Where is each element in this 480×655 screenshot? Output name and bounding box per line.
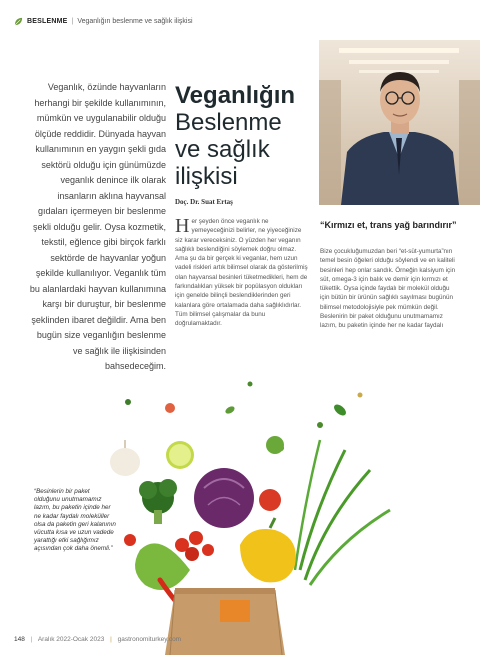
title-line-4: ilişkisi <box>175 163 238 190</box>
title-line-2: Beslenme <box>175 109 282 136</box>
body-column-right: Bize çocukluğumuzdan beri “et-süt-yumurta”nın temel besin öğeleri olduğu söylendi ve en kaliteli besinleri hep onlar sandık. Örneğin kalsiyum için süt, omega-3 için balık ve demir için kırmızı et tükettik. Oysa içinde faydalı bir molekül olduğu için bütün bir ürünün sağlıklı sayılması bugünün bilimsel metodolojisiyle pek mümkün değil. Beslenirin bir paket olduğunu unutmamamız lazım, bu paketin içinde her ne kadar faydalı <box>320 248 456 330</box>
issue-date: Aralık 2022-Ocak 2023 <box>37 636 105 643</box>
drop-cap: H <box>175 215 190 237</box>
body-column-middle <box>175 217 310 329</box>
page-number: 148 <box>14 636 25 643</box>
vegetables-illustration <box>100 370 400 655</box>
header-divider: | <box>71 17 74 25</box>
section-subhead: “Kırmızı et, trans yağ barındırır” <box>320 220 457 230</box>
leaf-icon <box>14 17 23 26</box>
intro-column: Veganlık, özünde hayvanların herhangi bir şekilde kullanımının, mümkün ve uygulanabilir olduğu ölçüde reddidir. Dünyada hayvan kullanımının en yaygın şekli gıda sektörü olduğu için günümüzde veganlık denince ilk olarak insanların aklına hayvansal gıdaları içermeyen bir beslenme şekli olduğu gelir. Oysa kozmetik, tekstil, eğlence gibi birçok farklı sektörde de hayvanlar yoğun şekilde kullanılıyor. Veganlık tüm bu alanlardaki hayvan kullanımına karşı bir duruştur, bir beslenme şeklinden ibaret değildir. Ama ben bugün size veganlığın beslenme ve sağlık ile ilişkisinden bahsedeceğim. <box>29 82 166 371</box>
article-title <box>175 82 315 190</box>
header-topic: Veganlığın beslenme ve sağlık ilişkisi <box>77 17 193 25</box>
footer-divider: | <box>110 636 112 643</box>
running-header <box>14 14 193 28</box>
author-photo <box>319 40 480 205</box>
pull-quote: “Besinlerin bir paket olduğunu unutmamamız lazım, bu paketin içinde her ne kadar faydalı moleküller olsa da paketin geri kalanının vücutta kısa ve uzun vadede yarattığı etki sağlığımız açısından çok daha önemli.” <box>34 488 116 553</box>
section-label: BESLENME <box>27 17 68 25</box>
title-line-1: Veganlığın <box>175 82 296 109</box>
body-text-middle: er şeyden önce veganlık ne yemeyeceğinizi belirler, ne yiyeceğinize siz karar vereceksiniz. O yüzden her veganın sağlıklı beslendiğini söylemek doğru olmaz. Ama şu da bir gerçek ki veganlar, hem uzun vadeli riskleri artık bilimsel olarak da gösterilmiş olan hayvansal besinleri tüketmedikleri, hem de farkındalıkları yüksek bir popülasyon oldukları için genelde bilinçli beslendiklerinden geri kalanlara göre ortalamada daha sağlıklıdırlar. Tüm bilimsel çalışmalar da bunu doğrulamaktadır. <box>175 218 308 328</box>
author-byline: Doç. Dr. Suat Ertaş <box>175 198 233 206</box>
page-footer <box>14 636 181 643</box>
website: gastronomiturkey.com <box>117 636 182 643</box>
footer-divider: | <box>30 636 33 643</box>
title-line-3: ve sağlık <box>175 136 270 163</box>
